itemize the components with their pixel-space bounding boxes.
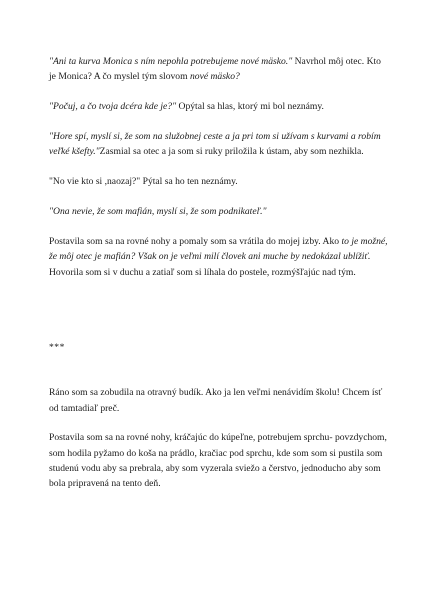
- scene-separator: ***: [49, 341, 65, 353]
- dialogue-text: "Ona nevie, že som mafián, myslí si, že som podnikateľ.": [49, 206, 267, 218]
- paragraph-8: [49, 430, 389, 491]
- narration-text: "No vie kto si ,naozaj?" Pýtal sa ho ten neznámy.: [49, 176, 238, 188]
- paragraph-5: [49, 204, 389, 219]
- narration-text: Postavila som sa na rovné nohy, kráčajúc do kúpeľne, potrebujem sprchu- povzdychom, som hodila pyžamo do koša na prádlo, kračiac pod sprchu, kde som som si pustila som studenú vodu aby sa prebrala, aby som vyzerala sviežo a čerstvo, jednoducho aby som bola pripravená na tento deň.: [49, 432, 387, 490]
- paragraph-4: [49, 174, 389, 189]
- dialogue-text: nové mäsko?: [189, 71, 240, 83]
- narration-text: Opýtal sa hlas, ktorý mi bol neznámy.: [176, 101, 324, 113]
- paragraph-3: [49, 129, 389, 160]
- paragraph-1: [49, 54, 389, 85]
- paragraph-2: [49, 99, 389, 114]
- paragraph-7: [49, 385, 389, 416]
- dialogue-text: "Ani ta kurva Monica s ním nepohla potrebujeme nové mäsko.": [49, 56, 293, 67]
- narration-text: Navrhol môj otec. Kto je Monica? A čo myslel tým slovom: [49, 56, 381, 83]
- paragraph-6: [49, 234, 389, 280]
- narration-text: Hovorila som si v duchu a zatiaľ som si líhala do postele, rozmýšľajúc nad tým.: [49, 266, 356, 278]
- thought-text: to je možné, že môj otec je mafián? Však on je veľmi milí človek ani muche by nedokázal ublížiť.: [49, 236, 388, 263]
- narration-text: Zasmial sa otec a ja som si ruky priložila k ústam, aby som nezhikla.: [99, 146, 364, 158]
- narration-text: Ráno som sa zobudila na otravný budík. Ako ja len veľmi nenávidím školu! Chcem ísť od tamtadiaľ preč.: [49, 387, 383, 414]
- dialogue-text: "Počuj, a čo tvoja dcéra kde je?": [49, 101, 177, 113]
- narration-text: Postavila som sa na rovné nohy a pomaly som sa vrátila do mojej izby. Ako: [49, 236, 342, 248]
- document-page: [49, 54, 389, 506]
- dialogue-text: "Hore spí, myslí si, že som na služobnej ceste a ja pri tom si užívam s kurvami a robím veľké kšefty.": [49, 131, 381, 158]
